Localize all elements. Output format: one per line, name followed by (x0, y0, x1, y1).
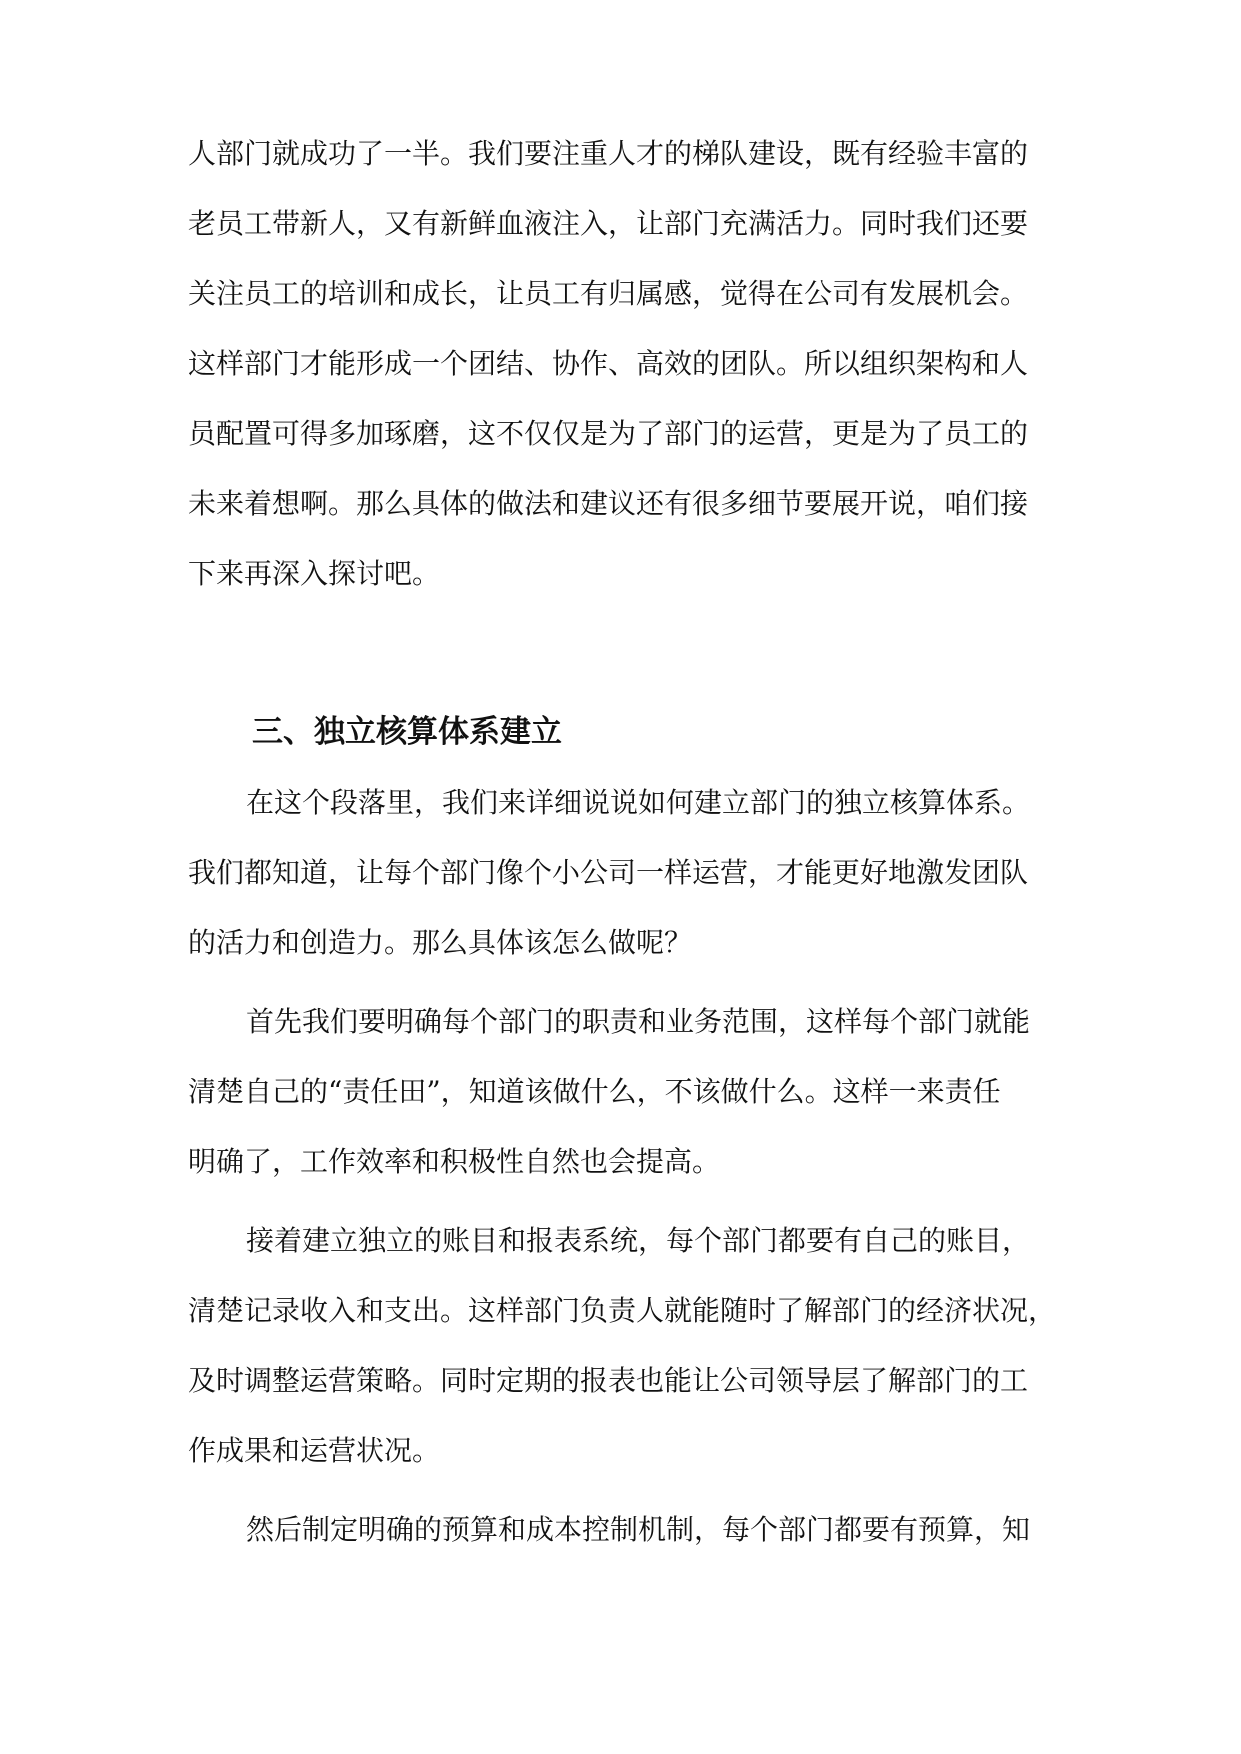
paragraph-line: 清楚记录收入和支出。这样部门负责人就能随时了解部门的经济状况， (188, 1294, 1057, 1327)
section-heading: 三、独立核算体系建立 (252, 714, 562, 750)
paragraph-line: 下来再深入探讨吧。 (188, 557, 441, 590)
paragraph-line: 老员工带新人，又有新鲜血液注入，让部门充满活力。同时我们还要 (188, 207, 1029, 240)
paragraph-line: 明确了，工作效率和积极性自然也会提高。 (188, 1145, 721, 1178)
paragraph-line: 及时调整运营策略。同时定期的报表也能让公司领导层了解部门的工 (188, 1364, 1029, 1397)
paragraph-line: 的活力和创造力。那么具体该怎么做呢？ (188, 926, 693, 959)
paragraph-line: 接着建立独立的账目和报表系统，每个部门都要有自己的账目， (246, 1224, 1031, 1257)
paragraph-line: 作成果和运营状况。 (188, 1434, 441, 1467)
paragraph-line: 未来着想啊。那么具体的做法和建议还有很多细节要展开说，咱们接 (188, 487, 1029, 520)
paragraph-line: 清楚自己的“责任田”，知道该做什么，不该做什么。这样一来责任 (188, 1075, 1001, 1108)
paragraph-line: 人部门就成功了一半。我们要注重人才的梯队建设，既有经验丰富的 (188, 137, 1029, 170)
paragraph-line: 在这个段落里，我们来详细说说如何建立部门的独立核算体系。 (246, 786, 1031, 819)
paragraph-line: 然后制定明确的预算和成本控制机制，每个部门都要有预算，知 (246, 1513, 1031, 1546)
paragraph-line: 关注员工的培训和成长，让员工有归属感，觉得在公司有发展机会。 (188, 277, 1029, 310)
paragraph-line: 员配置可得多加琢磨，这不仅仅是为了部门的运营，更是为了员工的 (188, 417, 1029, 450)
paragraph-line: 我们都知道，让每个部门像个小公司一样运营，才能更好地激发团队 (188, 856, 1029, 889)
paragraph-line: 首先我们要明确每个部门的职责和业务范围，这样每个部门就能 (246, 1005, 1031, 1038)
paragraph-line: 这样部门才能形成一个团结、协作、高效的团队。所以组织架构和人 (188, 347, 1029, 380)
